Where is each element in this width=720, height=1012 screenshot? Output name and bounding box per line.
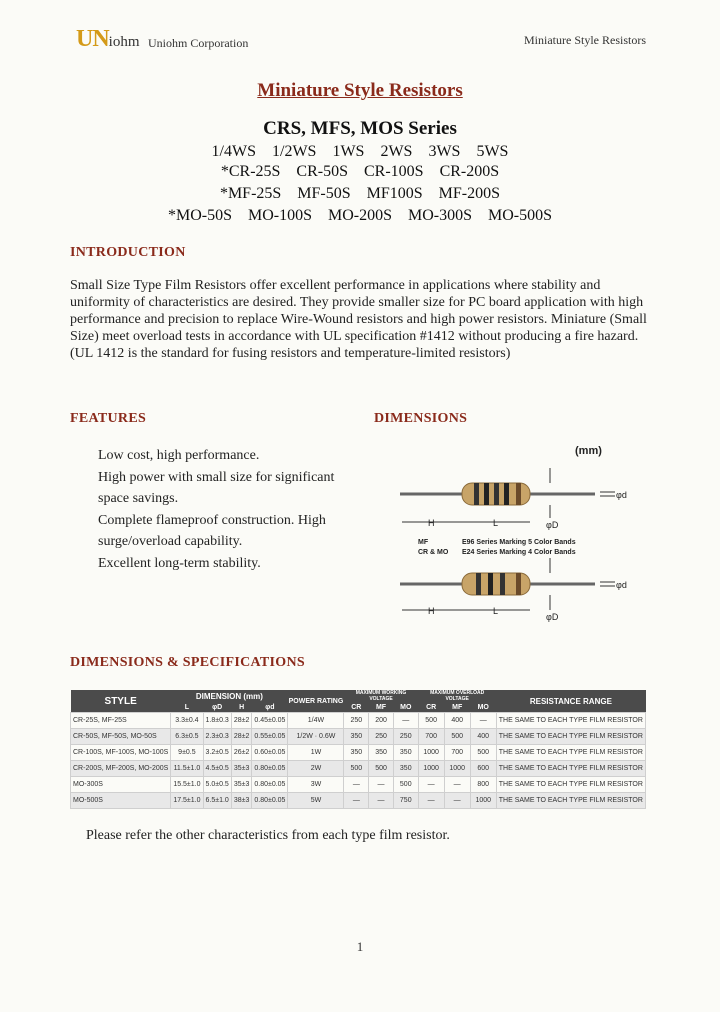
table-cell: 250 <box>369 729 394 745</box>
table-row <box>71 777 646 793</box>
table-row <box>71 793 646 809</box>
table-cell: 500 <box>344 761 369 777</box>
table-cell: — <box>418 793 444 809</box>
table-cell: 500 <box>369 761 394 777</box>
feature-item: Excellent long-term stability. <box>98 555 261 571</box>
page-number: 1 <box>356 939 364 954</box>
feature-item: surge/overload capability. <box>98 534 243 549</box>
col-power: POWER RATING <box>288 690 344 713</box>
header-doc-title: Miniature Style Resistors <box>524 33 646 47</box>
table-cell: — <box>444 793 470 809</box>
table-cell: 1/4W <box>288 713 344 729</box>
table-cell: 250 <box>393 729 418 745</box>
table-cell: 1000 <box>418 745 444 761</box>
table-cell: — <box>369 793 394 809</box>
table-cell: 4.5±0.5 <box>203 761 231 777</box>
table-cell: 2W <box>288 761 344 777</box>
features-heading: FEATURES <box>70 411 147 426</box>
table-cell: THE SAME TO EACH TYPE FILM RESISTOR <box>496 745 645 761</box>
table-cell: 250 <box>344 713 369 729</box>
table-cell: 6.5±1.0 <box>203 793 231 809</box>
series-line: 1/4WS 1/2WS 1WS 2WS 3WS 5WS <box>211 143 509 160</box>
wire-diameter-label: φd <box>616 580 627 590</box>
table-row <box>71 729 646 745</box>
col-style: STYLE <box>71 690 171 713</box>
table-cell: 5.0±0.5 <box>203 777 231 793</box>
table-cell: 350 <box>393 761 418 777</box>
table-cell: 35±3 <box>231 777 252 793</box>
table-cell: 500 <box>444 729 470 745</box>
table-cell: — <box>470 713 496 729</box>
feature-item: Low cost, high performance. <box>98 448 260 463</box>
table-cell: 350 <box>344 745 369 761</box>
specs-note: Please refer the other characteristics from each type film resistor. <box>86 828 450 843</box>
feature-item: High power with small size for significant <box>98 469 335 485</box>
table-cell: CR-25S, MF-25S <box>71 713 171 729</box>
crmo-code: CR & MO <box>418 549 449 556</box>
table-cell: THE SAME TO EACH TYPE FILM RESISTOR <box>496 777 645 793</box>
table-cell: 500 <box>418 713 444 729</box>
body-length-label: L <box>493 518 499 528</box>
table-cell: 400 <box>444 713 470 729</box>
col-mf: MF <box>369 702 394 713</box>
col-mwv: MAXIMUM WORKING VOLTAGE <box>344 690 418 702</box>
table-cell: 26±2 <box>231 745 252 761</box>
col-cr: CR <box>344 702 369 713</box>
table-cell: 600 <box>470 761 496 777</box>
body-length-label: L <box>493 606 499 616</box>
col-cr: CR <box>418 702 444 713</box>
table-cell: — <box>418 777 444 793</box>
table-cell: 35±3 <box>231 761 252 777</box>
corporation-name: Uniohm Corporation <box>148 36 249 50</box>
series-line: *MF-25S MF-50S MF100S MF-200S <box>219 185 501 202</box>
table-cell: 1.8±0.3 <box>203 713 231 729</box>
table-cell: THE SAME TO EACH TYPE FILM RESISTOR <box>496 761 645 777</box>
table-cell: 5W <box>288 793 344 809</box>
table-row <box>71 761 646 777</box>
table-cell: 28±2 <box>231 729 252 745</box>
company-logo: UNiohm <box>76 26 140 52</box>
col-D: φD <box>203 702 231 713</box>
specs-heading: DIMENSIONS & SPECIFICATIONS <box>70 655 305 670</box>
wire-diameter-label: φd <box>616 490 627 500</box>
mf-desc: E96 Series Marking 5 Color Bands <box>462 539 576 546</box>
body-diameter-label: φD <box>546 612 559 622</box>
table-cell: 11.5±1.0 <box>171 761 203 777</box>
page-title: Miniature Style Resistors <box>257 80 463 101</box>
col-mf: MF <box>444 702 470 713</box>
table-cell: 0.45±0.05 <box>252 713 288 729</box>
table-cell: 2.3±0.3 <box>203 729 231 745</box>
table-cell: 350 <box>369 745 394 761</box>
col-dimension: DIMENSION (mm) <box>171 690 288 702</box>
table-cell: 3W <box>288 777 344 793</box>
table-cell: 3.2±0.5 <box>203 745 231 761</box>
table-cell: 700 <box>444 745 470 761</box>
table-cell: — <box>369 777 394 793</box>
table-cell: 800 <box>470 777 496 793</box>
table-cell: 6.3±0.5 <box>171 729 203 745</box>
table-cell: 1000 <box>418 761 444 777</box>
features-list <box>98 445 334 574</box>
table-cell: THE SAME TO EACH TYPE FILM RESISTOR <box>496 793 645 809</box>
table-cell: 0.80±0.05 <box>252 793 288 809</box>
series-title: CRS, MFS, MOS Series <box>263 118 457 139</box>
resistor-dimension-diagram <box>390 438 640 628</box>
table-cell: 1/2W · 0.6W <box>288 729 344 745</box>
series-line: *CR-25S CR-50S CR-100S CR-200S <box>220 163 500 180</box>
table-cell: THE SAME TO EACH TYPE FILM RESISTOR <box>496 713 645 729</box>
table-cell: 15.5±1.0 <box>171 777 203 793</box>
table-cell: 38±3 <box>231 793 252 809</box>
table-cell: 1W <box>288 745 344 761</box>
table-cell: CR-200S, MF-200S, MO-200S <box>71 761 171 777</box>
col-H: H <box>231 702 252 713</box>
table-cell: 0.55±0.05 <box>252 729 288 745</box>
table-cell: 400 <box>470 729 496 745</box>
table-cell: THE SAME TO EACH TYPE FILM RESISTOR <box>496 729 645 745</box>
table-cell: 0.80±0.05 <box>252 761 288 777</box>
table-cell: 0.80±0.05 <box>252 777 288 793</box>
table-cell: 1000 <box>444 761 470 777</box>
unit-label: (mm) <box>575 445 602 457</box>
feature-item: space savings. <box>98 491 179 506</box>
mf-code: MF <box>418 539 429 546</box>
table-cell: 200 <box>369 713 394 729</box>
dimensions-heading: DIMENSIONS <box>374 411 468 426</box>
introduction-text: Small Size Type Film Resistors offer excellent performance in applications where stability and uniformity of characteristics are desired. They provide smaller size for PC board application with high performance and precision to replace Wire-Wound resistors and high power resistors. Miniature (Small Size) meet overload tests in accordance with UL specification #1412 without producing a fire hazard. (UL 1412 is the standard for fusing resistors and temperature-limited resistors) <box>70 278 647 361</box>
table-cell: 9±0.5 <box>171 745 203 761</box>
table-cell: — <box>344 793 369 809</box>
introduction-heading: INTRODUCTION <box>70 245 186 260</box>
table-cell: — <box>444 777 470 793</box>
specs-table <box>70 690 646 809</box>
table-row <box>71 745 646 761</box>
table-cell: CR-50S, MF-50S, MO-50S <box>71 729 171 745</box>
table-cell: 350 <box>393 745 418 761</box>
table-cell: 28±2 <box>231 713 252 729</box>
table-cell: MO-500S <box>71 793 171 809</box>
table-cell: — <box>393 713 418 729</box>
table-cell: CR-100S, MF-100S, MO-100S <box>71 745 171 761</box>
table-cell: 1000 <box>470 793 496 809</box>
table-cell: 0.60±0.05 <box>252 745 288 761</box>
col-mov: MAXIMUM OVERLOAD VOLTAGE <box>418 690 496 702</box>
col-mo: MO <box>393 702 418 713</box>
table-cell: 700 <box>418 729 444 745</box>
body-diameter-label: φD <box>546 520 559 530</box>
col-range: RESISTANCE RANGE <box>496 690 645 713</box>
col-L: L <box>171 702 203 713</box>
table-cell: 750 <box>393 793 418 809</box>
lead-length-label: H <box>428 606 435 616</box>
table-cell: — <box>344 777 369 793</box>
col-mo: MO <box>470 702 496 713</box>
table-cell: 500 <box>393 777 418 793</box>
lead-length-label: H <box>428 518 435 528</box>
table-cell: MO-300S <box>71 777 171 793</box>
crmo-desc: E24 Series Marking 4 Color Bands <box>462 549 576 556</box>
feature-item: Complete flameproof construction. High <box>98 512 326 528</box>
table-cell: 500 <box>470 745 496 761</box>
table-cell: 17.5±1.0 <box>171 793 203 809</box>
table-cell: 350 <box>344 729 369 745</box>
table-row <box>71 713 646 729</box>
series-line: *MO-50S MO-100S MO-200S MO-300S MO-500S <box>167 207 553 224</box>
col-d: φd <box>252 702 288 713</box>
table-cell: 3.3±0.4 <box>171 713 203 729</box>
